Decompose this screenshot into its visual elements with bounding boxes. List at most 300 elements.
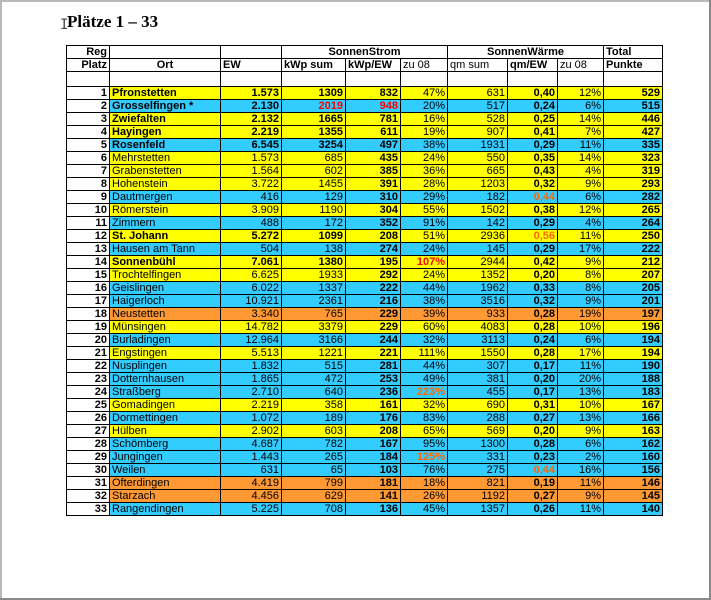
cell-punkte: 265 xyxy=(604,204,663,217)
cell-ort: Weilen xyxy=(110,464,221,477)
cell-ort: Grosselfingen * xyxy=(110,100,221,113)
cell-kwp-sum: 629 xyxy=(282,490,346,503)
table-row xyxy=(67,308,663,321)
cell-ew: 2.219 xyxy=(221,399,282,412)
cell-ort: Hausen am Tann xyxy=(110,243,221,256)
cell-zu08-waerme: 17% xyxy=(558,347,604,360)
cell-qm-ew: 0,24 xyxy=(508,334,558,347)
cell-platz: 25 xyxy=(67,399,110,412)
cell-ew: 2.710 xyxy=(221,386,282,399)
cell-punkte: 201 xyxy=(604,295,663,308)
cell-kwp-sum: 358 xyxy=(282,399,346,412)
cell-kwp-ew: 136 xyxy=(346,503,401,516)
table-row xyxy=(67,204,663,217)
cell-qm-ew: 0,44 xyxy=(508,464,558,477)
cell-punkte: 319 xyxy=(604,165,663,178)
table-row xyxy=(67,321,663,334)
cell-zu08-strom: 39% xyxy=(401,308,448,321)
cell-kwp-sum: 3379 xyxy=(282,321,346,334)
cell-ew: 6.545 xyxy=(221,139,282,152)
cell-kwp-ew: 229 xyxy=(346,321,401,334)
cell-qm-sum: 1203 xyxy=(448,178,508,191)
cell-ort: Zwiefalten xyxy=(110,113,221,126)
table-row xyxy=(67,360,663,373)
cell-zu08-waerme: 9% xyxy=(558,425,604,438)
cell-punkte: 264 xyxy=(604,217,663,230)
table-row xyxy=(67,282,663,295)
cell-kwp-sum: 129 xyxy=(282,191,346,204)
cell-zu08-waerme: 13% xyxy=(558,386,604,399)
cell-qm-sum: 2944 xyxy=(448,256,508,269)
cell-qm-sum: 182 xyxy=(448,191,508,204)
cell-ew: 1.573 xyxy=(221,87,282,100)
cell-qm-ew: 0,44 xyxy=(508,191,558,204)
table-row xyxy=(67,477,663,490)
cell-qm-ew: 0,29 xyxy=(508,139,558,152)
cell-punkte: 160 xyxy=(604,451,663,464)
cell-ew: 416 xyxy=(221,191,282,204)
table-row xyxy=(67,113,663,126)
cell-zu08-waerme: 16% xyxy=(558,464,604,477)
cell-kwp-ew: 222 xyxy=(346,282,401,295)
cell-ort: Gomadingen xyxy=(110,399,221,412)
cell-qm-sum: 1357 xyxy=(448,503,508,516)
cell-qm-ew: 0,26 xyxy=(508,503,558,516)
cell-qm-sum: 145 xyxy=(448,243,508,256)
cell-punkte: 163 xyxy=(604,425,663,438)
table-row xyxy=(67,347,663,360)
cell-kwp-ew: 141 xyxy=(346,490,401,503)
cell-zu08-waerme: 20% xyxy=(558,373,604,386)
cell-platz: 17 xyxy=(67,295,110,308)
header-platz: Platz xyxy=(67,59,110,72)
header-ort: Ort xyxy=(110,59,221,72)
cell-ort: Starzach xyxy=(110,490,221,503)
cell-platz: 7 xyxy=(67,165,110,178)
cell-punkte: 323 xyxy=(604,152,663,165)
cell-qm-ew: 0,33 xyxy=(508,282,558,295)
cell-platz: 30 xyxy=(67,464,110,477)
cell-ew: 4.419 xyxy=(221,477,282,490)
cell-kwp-ew: 181 xyxy=(346,477,401,490)
cell-qm-ew: 0,17 xyxy=(508,360,558,373)
cell-qm-ew: 0,20 xyxy=(508,269,558,282)
cell-kwp-sum: 1221 xyxy=(282,347,346,360)
cell-zu08-waerme: 2% xyxy=(558,451,604,464)
cell-zu08-waerme: 11% xyxy=(558,503,604,516)
table-row xyxy=(67,87,663,100)
cell-zu08-strom: 36% xyxy=(401,165,448,178)
cell-kwp-sum: 1455 xyxy=(282,178,346,191)
cell-qm-ew: 0,32 xyxy=(508,295,558,308)
cell-zu08-strom: 44% xyxy=(401,360,448,373)
cell-platz: 32 xyxy=(67,490,110,503)
cell-qm-ew: 0,32 xyxy=(508,178,558,191)
cell-qm-sum: 1192 xyxy=(448,490,508,503)
cell-platz: 8 xyxy=(67,178,110,191)
cell-kwp-sum: 1355 xyxy=(282,126,346,139)
cell-ort: Rosenfeld xyxy=(110,139,221,152)
cell-qm-ew: 0,28 xyxy=(508,438,558,451)
cell-qm-ew: 0,20 xyxy=(508,373,558,386)
table-row xyxy=(67,139,663,152)
cell-ew: 7.061 xyxy=(221,256,282,269)
cell-zu08-waerme: 12% xyxy=(558,87,604,100)
cell-ew: 1.832 xyxy=(221,360,282,373)
cell-qm-sum: 569 xyxy=(448,425,508,438)
cell-ort: Engstingen xyxy=(110,347,221,360)
table-row xyxy=(67,243,663,256)
cell-ort: Haigerloch xyxy=(110,295,221,308)
cell-kwp-ew: 167 xyxy=(346,438,401,451)
cell-qm-sum: 381 xyxy=(448,373,508,386)
cell-kwp-ew: 176 xyxy=(346,412,401,425)
cell-zu08-waerme: 9% xyxy=(558,178,604,191)
header-qm-sum: qm sum xyxy=(448,59,508,72)
cell-ort: Schömberg xyxy=(110,438,221,451)
table-row xyxy=(67,126,663,139)
cell-zu08-strom: 38% xyxy=(401,295,448,308)
cell-ew: 2.219 xyxy=(221,126,282,139)
cell-zu08-strom: 95% xyxy=(401,438,448,451)
cell-kwp-ew: 611 xyxy=(346,126,401,139)
cell-qm-sum: 142 xyxy=(448,217,508,230)
cell-qm-ew: 0,27 xyxy=(508,490,558,503)
cell-ort: Sonnenbühl xyxy=(110,256,221,269)
cell-platz: 14 xyxy=(67,256,110,269)
cell-kwp-sum: 640 xyxy=(282,386,346,399)
cell-zu08-waerme: 19% xyxy=(558,308,604,321)
cell-kwp-sum: 2361 xyxy=(282,295,346,308)
cell-kwp-ew: 497 xyxy=(346,139,401,152)
cell-zu08-waerme: 10% xyxy=(558,399,604,412)
cell-qm-ew: 0,42 xyxy=(508,256,558,269)
cell-qm-sum: 665 xyxy=(448,165,508,178)
cell-ort: Dautmergen xyxy=(110,191,221,204)
cell-zu08-waerme: 14% xyxy=(558,113,604,126)
cell-platz: 9 xyxy=(67,191,110,204)
header-row-2 xyxy=(67,59,663,72)
cell-kwp-ew: 236 xyxy=(346,386,401,399)
cell-kwp-sum: 799 xyxy=(282,477,346,490)
table-row xyxy=(67,152,663,165)
cell-qm-sum: 550 xyxy=(448,152,508,165)
cell-kwp-sum: 65 xyxy=(282,464,346,477)
cell-zu08-waerme: 9% xyxy=(558,256,604,269)
cell-ort: Ofterdingen xyxy=(110,477,221,490)
cell-qm-ew: 0,28 xyxy=(508,308,558,321)
cell-kwp-sum: 602 xyxy=(282,165,346,178)
table-row xyxy=(67,191,663,204)
cell-qm-ew: 0,38 xyxy=(508,204,558,217)
cell-zu08-waerme: 10% xyxy=(558,321,604,334)
cell-platz: 19 xyxy=(67,321,110,334)
cell-qm-sum: 455 xyxy=(448,386,508,399)
cell-kwp-sum: 1190 xyxy=(282,204,346,217)
cell-ort: Nusplingen xyxy=(110,360,221,373)
cell-zu08-waerme: 11% xyxy=(558,477,604,490)
cell-zu08-waerme: 11% xyxy=(558,360,604,373)
cell-ort: Römerstein xyxy=(110,204,221,217)
cell-kwp-ew: 229 xyxy=(346,308,401,321)
cell-punkte: 529 xyxy=(604,87,663,100)
cell-zu08-waerme: 7% xyxy=(558,126,604,139)
cell-zu08-waerme: 9% xyxy=(558,295,604,308)
cell-platz: 28 xyxy=(67,438,110,451)
cell-zu08-strom: 26% xyxy=(401,490,448,503)
cell-kwp-ew: 781 xyxy=(346,113,401,126)
ranking-table xyxy=(66,45,663,516)
cell-platz: 13 xyxy=(67,243,110,256)
cell-zu08-waerme: 11% xyxy=(558,139,604,152)
cell-kwp-ew: 216 xyxy=(346,295,401,308)
cell-qm-sum: 1550 xyxy=(448,347,508,360)
cell-ew: 5.272 xyxy=(221,230,282,243)
header-zu08-waerme: zu 08 xyxy=(558,59,604,72)
table-row xyxy=(67,373,663,386)
cell-ew: 2.132 xyxy=(221,113,282,126)
cell-zu08-strom: 24% xyxy=(401,243,448,256)
cell-kwp-ew: 274 xyxy=(346,243,401,256)
cell-kwp-ew: 244 xyxy=(346,334,401,347)
cell-ort: St. Johann xyxy=(110,230,221,243)
cell-kwp-sum: 265 xyxy=(282,451,346,464)
cell-qm-sum: 307 xyxy=(448,360,508,373)
cell-qm-ew: 0,24 xyxy=(508,100,558,113)
cell-platz: 12 xyxy=(67,230,110,243)
cell-punkte: 167 xyxy=(604,399,663,412)
cell-kwp-ew: 208 xyxy=(346,425,401,438)
cell-ew: 504 xyxy=(221,243,282,256)
cell-kwp-ew: 391 xyxy=(346,178,401,191)
cell-qm-ew: 0,28 xyxy=(508,347,558,360)
cell-ew: 1.865 xyxy=(221,373,282,386)
cell-qm-sum: 690 xyxy=(448,399,508,412)
cell-ew: 6.022 xyxy=(221,282,282,295)
cell-punkte: 146 xyxy=(604,477,663,490)
cell-qm-sum: 331 xyxy=(448,451,508,464)
table-row xyxy=(67,464,663,477)
cell-zu08-strom: 125% xyxy=(401,451,448,464)
cell-kwp-sum: 172 xyxy=(282,217,346,230)
cell-kwp-ew: 352 xyxy=(346,217,401,230)
cell-qm-ew: 0,29 xyxy=(508,243,558,256)
cell-zu08-strom: 76% xyxy=(401,464,448,477)
header-kwp-ew: kWp/EW xyxy=(346,59,401,72)
header-punkte: Punkte xyxy=(604,59,663,72)
header-sonnenwaerme: SonnenWärme xyxy=(448,46,604,59)
cell-kwp-sum: 603 xyxy=(282,425,346,438)
cell-ort: Grabenstetten xyxy=(110,165,221,178)
cell-zu08-strom: 29% xyxy=(401,191,448,204)
cell-kwp-sum: 1933 xyxy=(282,269,346,282)
cell-qm-sum: 1962 xyxy=(448,282,508,295)
cell-ew: 2.902 xyxy=(221,425,282,438)
cell-zu08-waerme: 6% xyxy=(558,100,604,113)
cell-qm-sum: 1300 xyxy=(448,438,508,451)
cell-ort: Hülben xyxy=(110,425,221,438)
cell-punkte: 156 xyxy=(604,464,663,477)
cell-punkte: 194 xyxy=(604,334,663,347)
cell-qm-ew: 0,17 xyxy=(508,386,558,399)
cell-ort: Mehrstetten xyxy=(110,152,221,165)
table-row xyxy=(67,178,663,191)
cell-qm-sum: 933 xyxy=(448,308,508,321)
header-blank-ort xyxy=(110,46,221,59)
cell-kwp-ew: 310 xyxy=(346,191,401,204)
cell-ew: 1.072 xyxy=(221,412,282,425)
cell-kwp-sum: 2019 xyxy=(282,100,346,113)
cell-platz: 11 xyxy=(67,217,110,230)
cell-punkte: 183 xyxy=(604,386,663,399)
cell-ort: Hohenstein xyxy=(110,178,221,191)
cell-punkte: 166 xyxy=(604,412,663,425)
cell-ew: 3.340 xyxy=(221,308,282,321)
cell-punkte: 145 xyxy=(604,490,663,503)
cell-zu08-waerme: 4% xyxy=(558,165,604,178)
cell-kwp-ew: 103 xyxy=(346,464,401,477)
cell-platz: 16 xyxy=(67,282,110,295)
cell-zu08-strom: 24% xyxy=(401,152,448,165)
cell-qm-ew: 0,43 xyxy=(508,165,558,178)
cell-zu08-strom: 18% xyxy=(401,477,448,490)
cell-zu08-strom: 24% xyxy=(401,269,448,282)
cell-kwp-ew: 304 xyxy=(346,204,401,217)
cell-punkte: 282 xyxy=(604,191,663,204)
cell-platz: 20 xyxy=(67,334,110,347)
cell-platz: 1 xyxy=(67,87,110,100)
cell-zu08-strom: 16% xyxy=(401,113,448,126)
header-total: Total xyxy=(604,46,663,59)
cell-ort: Burladingen xyxy=(110,334,221,347)
cell-kwp-ew: 385 xyxy=(346,165,401,178)
cell-zu08-strom: 111% xyxy=(401,347,448,360)
cell-zu08-waerme: 13% xyxy=(558,412,604,425)
cell-zu08-strom: 55% xyxy=(401,204,448,217)
cell-ort: Trochtelfingen xyxy=(110,269,221,282)
header-reg: Reg xyxy=(67,46,110,59)
cell-punkte: 207 xyxy=(604,269,663,282)
cell-platz: 26 xyxy=(67,412,110,425)
table-row xyxy=(67,425,663,438)
cell-platz: 21 xyxy=(67,347,110,360)
text-cursor-icon: I xyxy=(60,17,69,33)
cell-qm-ew: 0,35 xyxy=(508,152,558,165)
cell-kwp-ew: 184 xyxy=(346,451,401,464)
cell-kwp-ew: 221 xyxy=(346,347,401,360)
cell-punkte: 162 xyxy=(604,438,663,451)
cell-ew: 4.456 xyxy=(221,490,282,503)
cell-qm-ew: 0,27 xyxy=(508,412,558,425)
cell-ew: 1.564 xyxy=(221,165,282,178)
cell-qm-ew: 0,56 xyxy=(508,230,558,243)
cell-zu08-strom: 45% xyxy=(401,503,448,516)
cell-ew: 631 xyxy=(221,464,282,477)
cell-kwp-sum: 1309 xyxy=(282,87,346,100)
cell-platz: 31 xyxy=(67,477,110,490)
table-row xyxy=(67,165,663,178)
cell-kwp-sum: 685 xyxy=(282,152,346,165)
cell-punkte: 188 xyxy=(604,373,663,386)
header-blank-ew xyxy=(221,46,282,59)
header-kwp-sum: kWp sum xyxy=(282,59,346,72)
cell-kwp-ew: 948 xyxy=(346,100,401,113)
cell-zu08-waerme: 6% xyxy=(558,191,604,204)
cell-kwp-sum: 3166 xyxy=(282,334,346,347)
cell-ort: Rangendingen xyxy=(110,503,221,516)
cell-punkte: 293 xyxy=(604,178,663,191)
cell-kwp-sum: 1337 xyxy=(282,282,346,295)
cell-punkte: 197 xyxy=(604,308,663,321)
cell-qm-sum: 1931 xyxy=(448,139,508,152)
cell-ew: 3.722 xyxy=(221,178,282,191)
cell-ort: Zimmern xyxy=(110,217,221,230)
cell-zu08-strom: 60% xyxy=(401,321,448,334)
table-row xyxy=(67,334,663,347)
cell-zu08-waerme: 11% xyxy=(558,230,604,243)
cell-kwp-ew: 435 xyxy=(346,152,401,165)
cell-qm-sum: 907 xyxy=(448,126,508,139)
table-row xyxy=(67,503,663,516)
cell-ew: 4.687 xyxy=(221,438,282,451)
cell-ew: 10.921 xyxy=(221,295,282,308)
cell-kwp-sum: 782 xyxy=(282,438,346,451)
cell-ew: 3.909 xyxy=(221,204,282,217)
cell-ew: 1.443 xyxy=(221,451,282,464)
cell-platz: 27 xyxy=(67,425,110,438)
cell-zu08-strom: 51% xyxy=(401,230,448,243)
cell-qm-sum: 821 xyxy=(448,477,508,490)
cell-zu08-strom: 83% xyxy=(401,412,448,425)
header-sonnenstrom: SonnenStrom xyxy=(282,46,448,59)
cell-zu08-waerme: 9% xyxy=(558,490,604,503)
cell-ort: Dormettingen xyxy=(110,412,221,425)
table-row xyxy=(67,490,663,503)
cell-qm-sum: 3516 xyxy=(448,295,508,308)
cell-qm-ew: 0,41 xyxy=(508,126,558,139)
cell-qm-sum: 528 xyxy=(448,113,508,126)
cell-ew: 488 xyxy=(221,217,282,230)
cell-platz: 29 xyxy=(67,451,110,464)
page-title: Plätze 1 – 33 xyxy=(67,12,159,31)
cell-kwp-sum: 3254 xyxy=(282,139,346,152)
cell-zu08-strom: 19% xyxy=(401,126,448,139)
cell-zu08-strom: 44% xyxy=(401,282,448,295)
cell-ort: Pfronstetten xyxy=(110,87,221,100)
table-row xyxy=(67,438,663,451)
cell-qm-ew: 0,19 xyxy=(508,477,558,490)
cell-kwp-sum: 515 xyxy=(282,360,346,373)
cell-platz: 5 xyxy=(67,139,110,152)
cell-zu08-waerme: 4% xyxy=(558,217,604,230)
table-row xyxy=(67,386,663,399)
cell-zu08-strom: 32% xyxy=(401,399,448,412)
cell-kwp-sum: 708 xyxy=(282,503,346,516)
cell-ort: Münsingen xyxy=(110,321,221,334)
cell-punkte: 222 xyxy=(604,243,663,256)
cell-qm-ew: 0,28 xyxy=(508,321,558,334)
cell-ew: 1.573 xyxy=(221,152,282,165)
table-row xyxy=(67,412,663,425)
cell-platz: 23 xyxy=(67,373,110,386)
cell-kwp-ew: 281 xyxy=(346,360,401,373)
table-row xyxy=(67,269,663,282)
cell-platz: 2 xyxy=(67,100,110,113)
cell-platz: 18 xyxy=(67,308,110,321)
cell-kwp-sum: 1380 xyxy=(282,256,346,269)
cell-qm-sum: 4083 xyxy=(448,321,508,334)
table-row xyxy=(67,230,663,243)
